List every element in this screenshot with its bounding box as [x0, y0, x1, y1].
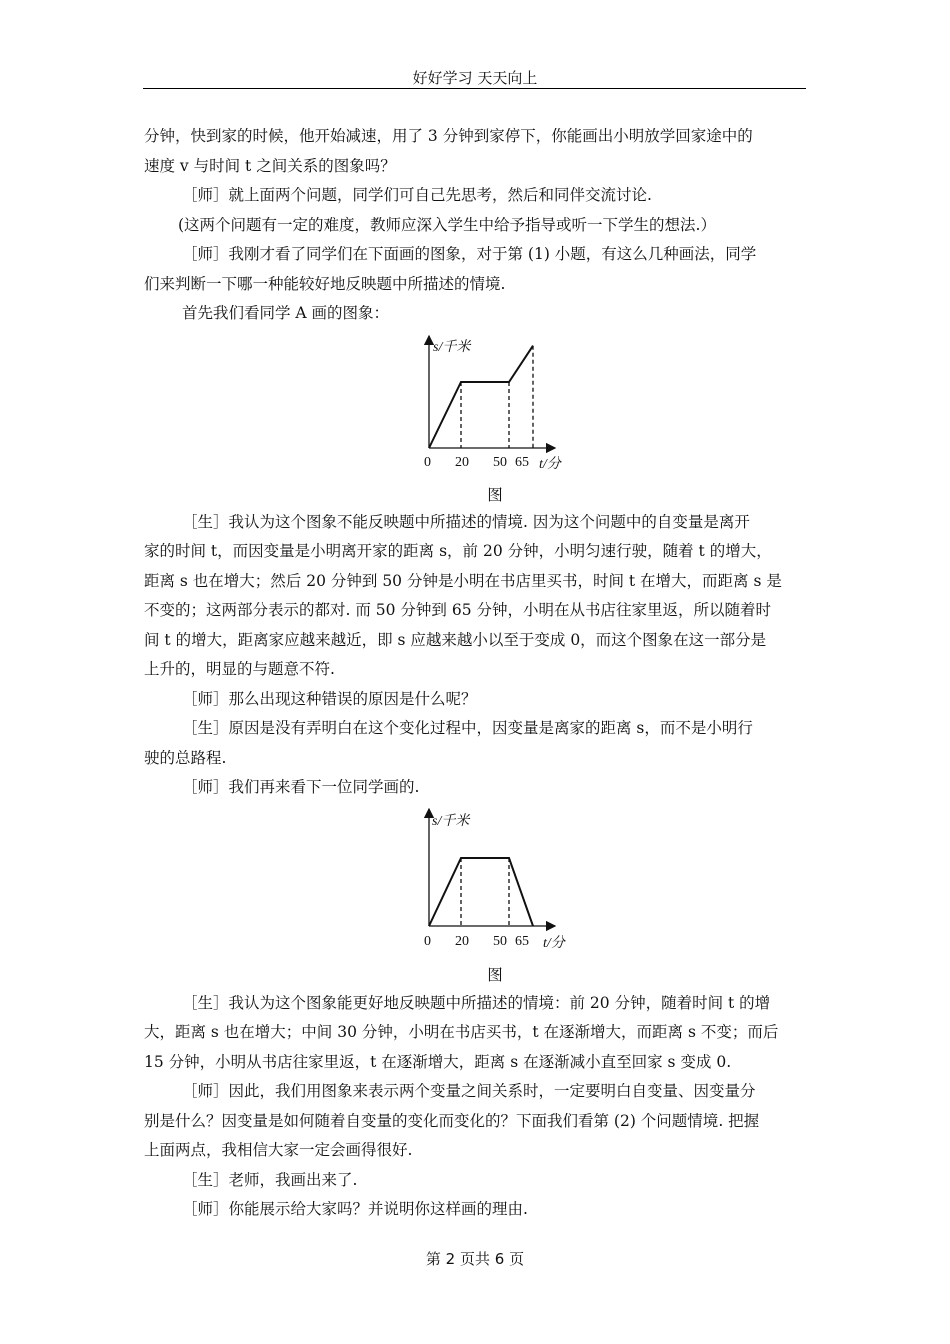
- paragraph-line: ［师］你能展示给大家吗？并说明你这样画的理由.: [182, 1200, 528, 1218]
- paragraph-line: 距离 s 也在增大；然后 20 分钟到 50 分钟是小明在书店里买书，时间 t 在增大，而距离 s 是: [144, 572, 782, 590]
- page-footer: 第 2 页共 6 页: [425, 1250, 525, 1268]
- paragraph-line: 上升的，明显的与题意不符.: [144, 660, 335, 678]
- page-header: 好好学习 天天向上: [412, 69, 538, 87]
- figure-1: [415, 330, 585, 475]
- paragraph-line: ［师］因此，我们用图象来表示两个变量之间关系时，一定要明白自变量、因变量分: [182, 1082, 756, 1100]
- paragraph-line: ［生］原因是没有弄明白在这个变化过程中，因变量是离家的距离 s，而不是小明行: [182, 719, 753, 737]
- figure-2-caption: 图: [487, 966, 503, 984]
- paragraph-line: 15 分钟，小明从书店往家里返，t 在逐渐增大，距离 s 在逐渐减小直至回家 s 变成 0.: [144, 1053, 732, 1071]
- paragraph-line: ［生］老师，我画出来了.: [182, 1171, 358, 1189]
- paragraph-line: (这两个问题有一定的难度，教师应深入学生中给予指导或听一下学生的想法.）: [178, 216, 716, 234]
- paragraph-line: 家的时间 t，而因变量是小明离开家的距离 s，前 20 分钟，小明匀速行驶，随着 t 的增大，: [144, 542, 772, 560]
- paragraph-line: ［师］就上面两个问题，同学们可自己先思考，然后和同伴交流讨论.: [182, 186, 652, 204]
- x-tick-65: 65: [515, 934, 529, 949]
- x-tick-50: 50: [493, 455, 507, 470]
- paragraph-line: 速度 v 与时间 t 之间关系的图象吗？: [144, 157, 396, 175]
- paragraph-line: ［生］我认为这个图象能更好地反映题中所描述的情境：前 20 分钟，随着时间 t 的增: [182, 994, 771, 1012]
- paragraph-line: ［师］我们再来看下一位同学画的.: [182, 778, 420, 796]
- paragraph-line: ［师］那么出现这种错误的原因是什么呢？: [182, 690, 477, 708]
- x-tick-0: 0: [424, 934, 431, 949]
- paragraph-line: 大，距离 s 也在增大；中间 30 分钟，小明在书店买书，t 在逐渐增大，而距离 s 不变；而后: [144, 1023, 779, 1041]
- paragraph-line: 驶的总路程.: [144, 749, 227, 767]
- paragraph-line: 别是什么？因变量是如何随着自变量的变化而变化的？下面我们看第 (2) 个问题情境. 把握: [144, 1112, 760, 1130]
- graph-line: [429, 346, 533, 448]
- paragraph-line: 上面两点，我相信大家一定会画得很好.: [144, 1141, 413, 1159]
- paragraph-line: 分钟，快到家的时候，他开始减速，用了 3 分钟到家停下，你能画出小明放学回家途中的: [144, 127, 753, 145]
- figure-2: [415, 805, 585, 955]
- x-axis-label: t/分: [539, 457, 561, 472]
- x-tick-65: 65: [515, 455, 529, 470]
- header-rule: [143, 88, 806, 89]
- paragraph-line: 间 t 的增大，距离家应越来越近，即 s 应越来越小以至于变成 0，而这个图象在这一部分是: [144, 631, 767, 649]
- x-tick-0: 0: [424, 455, 431, 470]
- paragraph-line: ［师］我刚才看了同学们在下面画的图象，对于第 (1) 小题，有这么几种画法，同学: [182, 245, 757, 263]
- figure-1-caption: 图: [487, 486, 503, 504]
- y-axis-label: s/千米: [432, 814, 470, 829]
- paragraph-line: 首先我们看同学 A 画的图象：: [182, 304, 390, 322]
- paragraph-line: 不变的；这两部分表示的都对. 而 50 分钟到 65 分钟，小明在从书店往家里返，所以随着时: [144, 601, 772, 619]
- y-axis-label: s/千米: [433, 340, 471, 355]
- x-axis-label: t/分: [543, 936, 565, 951]
- graph-line: [429, 858, 533, 926]
- x-tick-50: 50: [493, 934, 507, 949]
- x-tick-20: 20: [455, 455, 469, 470]
- paragraph-line: 们来判断一下哪一种能较好地反映题中所描述的情境.: [144, 275, 506, 293]
- paragraph-line: ［生］我认为这个图象不能反映题中所描述的情境. 因为这个问题中的自变量是离开: [182, 513, 750, 531]
- x-tick-20: 20: [455, 934, 469, 949]
